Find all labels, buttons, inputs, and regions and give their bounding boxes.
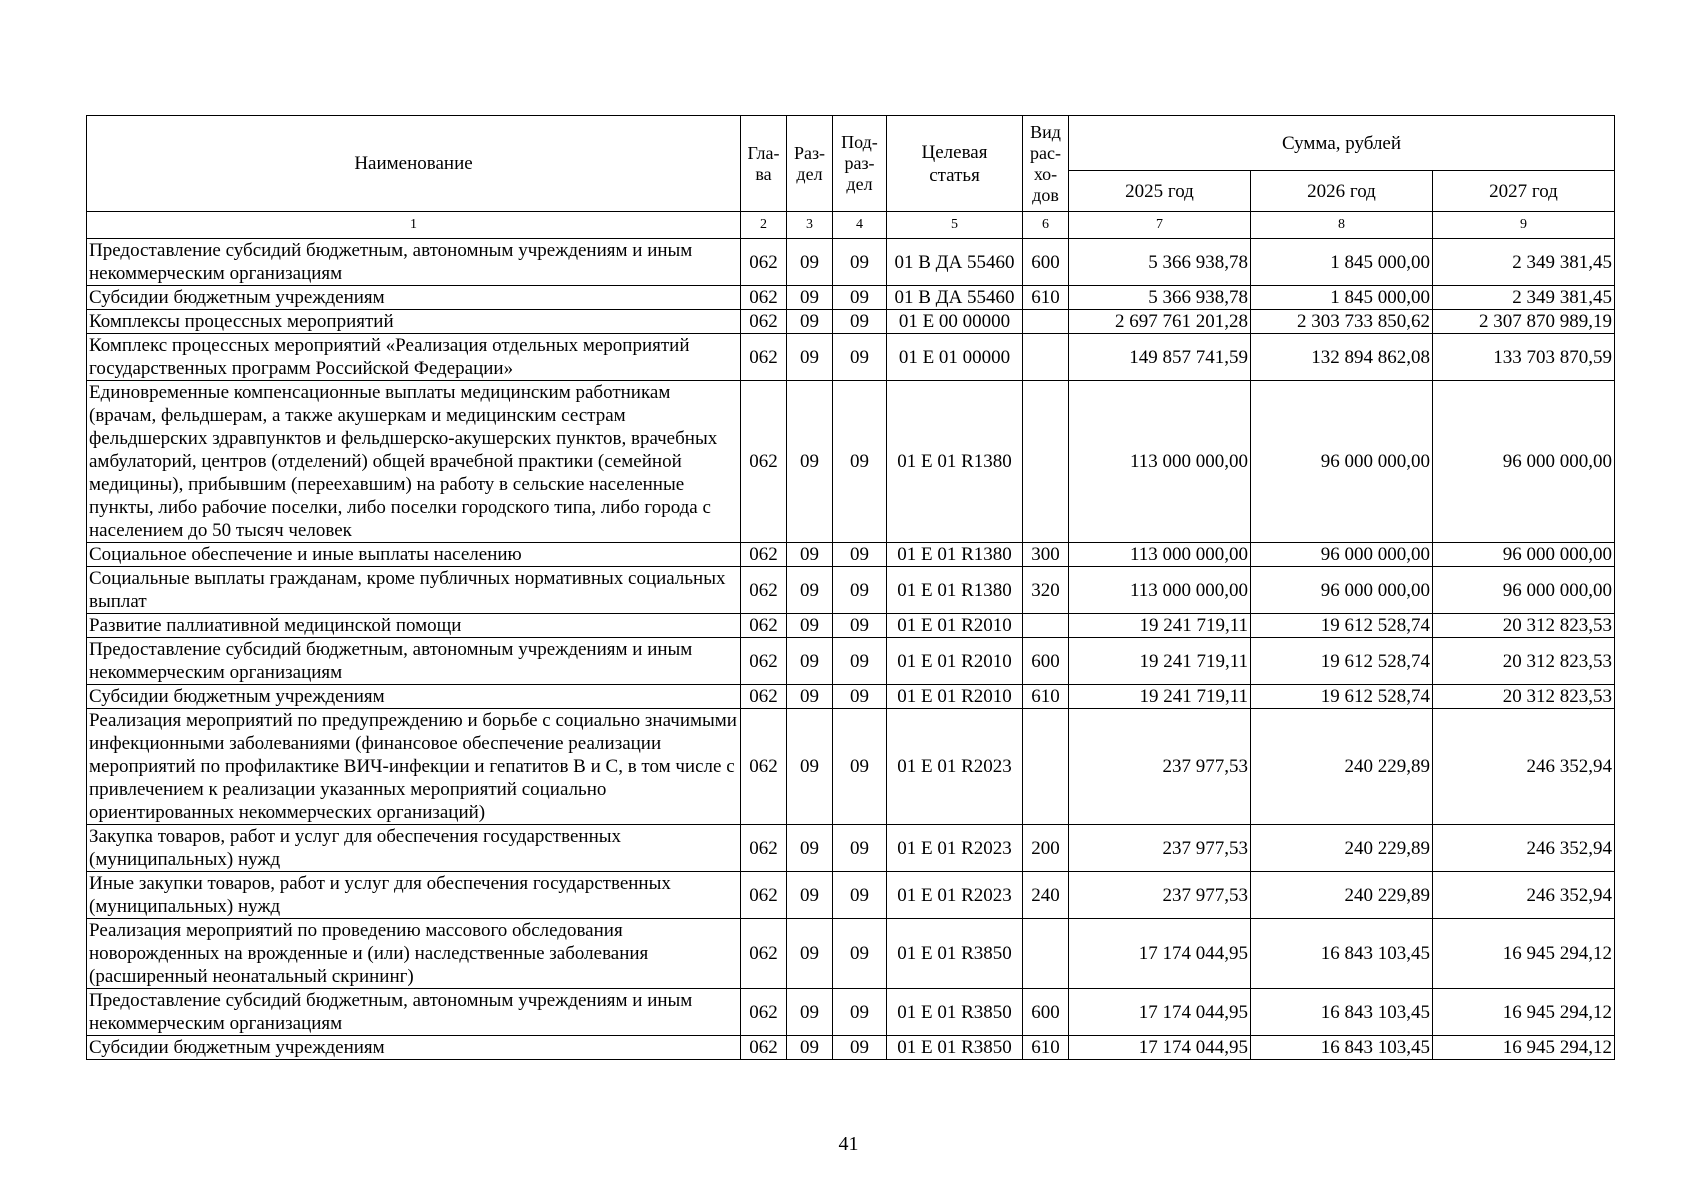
- row-sum-2026: 96 000 000,00: [1251, 543, 1433, 567]
- row-razdel: 09: [787, 1036, 833, 1060]
- row-sum-2027: 16 945 294,12: [1433, 919, 1615, 989]
- row-expense-type: 610: [1023, 685, 1069, 709]
- row-razdel: 09: [787, 614, 833, 638]
- row-sum-2027: 246 352,94: [1433, 872, 1615, 919]
- page-number: 41: [838, 1133, 859, 1155]
- row-razdel: 09: [787, 543, 833, 567]
- row-glava: 062: [741, 989, 787, 1036]
- row-sum-2026: 132 894 862,08: [1251, 334, 1433, 381]
- row-sum-2025: 5 366 938,78: [1069, 239, 1251, 286]
- row-target-article: 01 Е 01 R2023: [887, 709, 1023, 825]
- row-glava: 062: [741, 543, 787, 567]
- row-sum-2025: 113 000 000,00: [1069, 381, 1251, 543]
- row-name: Развитие паллиативной медицинской помощи: [87, 614, 741, 638]
- row-razdel: 09: [787, 872, 833, 919]
- row-glava: 062: [741, 286, 787, 310]
- row-target-article: 01 Е 01 R1380: [887, 381, 1023, 543]
- row-glava: 062: [741, 381, 787, 543]
- row-sum-2025: 149 857 741,59: [1069, 334, 1251, 381]
- row-sum-2027: 16 945 294,12: [1433, 989, 1615, 1036]
- row-sum-2026: 96 000 000,00: [1251, 381, 1433, 543]
- row-name: Субсидии бюджетным учреждениям: [87, 286, 741, 310]
- row-sum-2027: 133 703 870,59: [1433, 334, 1615, 381]
- row-sum-2027: 20 312 823,53: [1433, 638, 1615, 685]
- row-sum-2027: 2 349 381,45: [1433, 239, 1615, 286]
- row-expense-type: [1023, 709, 1069, 825]
- row-name: Комплексы процессных мероприятий: [87, 310, 741, 334]
- column-number: 1: [87, 212, 741, 239]
- table-row: [87, 543, 1615, 567]
- row-name: Предоставление субсидий бюджетным, автономным учреждениям и иным некоммерческим организациям: [87, 638, 741, 685]
- row-glava: 062: [741, 638, 787, 685]
- table-row: [87, 567, 1615, 614]
- table-row: [87, 638, 1615, 685]
- row-podrazdel: 09: [833, 685, 887, 709]
- row-sum-2027: 20 312 823,53: [1433, 614, 1615, 638]
- row-name: Реализация мероприятий по предупреждению и борьбе с социально значимыми инфекционными заболеваниями (финансовое обеспечение реализации мероприятий по профилактике ВИЧ-инфекции и гепатитов В и С, в том числе с привлечением к реализации указанных мероприятий социально ориентированных некоммерческих организаций): [87, 709, 741, 825]
- row-razdel: 09: [787, 334, 833, 381]
- row-target-article: 01 В ДА 55460: [887, 239, 1023, 286]
- column-number: 5: [887, 212, 1023, 239]
- row-podrazdel: 09: [833, 1036, 887, 1060]
- header-year-2025: 2025 год: [1069, 171, 1251, 212]
- row-sum-2025: 2 697 761 201,28: [1069, 310, 1251, 334]
- row-expense-type: [1023, 381, 1069, 543]
- row-podrazdel: 09: [833, 638, 887, 685]
- row-razdel: 09: [787, 286, 833, 310]
- row-sum-2025: 19 241 719,11: [1069, 685, 1251, 709]
- table-row: [87, 614, 1615, 638]
- row-sum-2025: 17 174 044,95: [1069, 1036, 1251, 1060]
- row-sum-2025: 17 174 044,95: [1069, 919, 1251, 989]
- header-celevaya: Целевая статья: [887, 116, 1023, 212]
- row-sum-2027: 246 352,94: [1433, 709, 1615, 825]
- row-podrazdel: 09: [833, 872, 887, 919]
- header-podrazdel: Под- раз- дел: [833, 116, 887, 212]
- header-sum: Сумма, рублей: [1069, 116, 1615, 171]
- table-row: [87, 310, 1615, 334]
- table-row: [87, 381, 1615, 543]
- column-number: 2: [741, 212, 787, 239]
- row-name: Комплекс процессных мероприятий «Реализация отдельных мероприятий государственных программ Российской Федерации»: [87, 334, 741, 381]
- row-target-article: 01 Е 01 R2010: [887, 614, 1023, 638]
- table-row: [87, 286, 1615, 310]
- row-razdel: 09: [787, 239, 833, 286]
- row-name: Иные закупки товаров, работ и услуг для обеспечения государственных (муниципальных) нужд: [87, 872, 741, 919]
- row-sum-2027: 96 000 000,00: [1433, 543, 1615, 567]
- row-sum-2027: 96 000 000,00: [1433, 567, 1615, 614]
- header-razdel: Раз- дел: [787, 116, 833, 212]
- row-glava: 062: [741, 709, 787, 825]
- row-name: Социальные выплаты гражданам, кроме публичных нормативных социальных выплат: [87, 567, 741, 614]
- row-glava: 062: [741, 825, 787, 872]
- column-number: 3: [787, 212, 833, 239]
- row-razdel: 09: [787, 685, 833, 709]
- row-sum-2025: 113 000 000,00: [1069, 567, 1251, 614]
- row-expense-type: 610: [1023, 286, 1069, 310]
- row-name: Субсидии бюджетным учреждениям: [87, 1036, 741, 1060]
- row-razdel: 09: [787, 310, 833, 334]
- row-sum-2026: 240 229,89: [1251, 825, 1433, 872]
- row-glava: 062: [741, 919, 787, 989]
- table-row: [87, 1036, 1615, 1060]
- row-podrazdel: 09: [833, 381, 887, 543]
- row-razdel: 09: [787, 989, 833, 1036]
- row-sum-2027: 96 000 000,00: [1433, 381, 1615, 543]
- header-name: Наименование: [87, 116, 741, 212]
- column-number-row: [87, 212, 1615, 239]
- row-razdel: 09: [787, 919, 833, 989]
- header-year-2026: 2026 год: [1251, 171, 1433, 212]
- row-target-article: 01 Е 01 R3850: [887, 919, 1023, 989]
- row-sum-2025: 17 174 044,95: [1069, 989, 1251, 1036]
- row-sum-2027: 246 352,94: [1433, 825, 1615, 872]
- row-podrazdel: 09: [833, 310, 887, 334]
- row-sum-2026: 16 843 103,45: [1251, 919, 1433, 989]
- row-razdel: 09: [787, 709, 833, 825]
- row-sum-2025: 237 977,53: [1069, 709, 1251, 825]
- row-sum-2025: 237 977,53: [1069, 825, 1251, 872]
- row-sum-2026: 19 612 528,74: [1251, 638, 1433, 685]
- row-sum-2025: 113 000 000,00: [1069, 543, 1251, 567]
- row-sum-2025: 237 977,53: [1069, 872, 1251, 919]
- row-sum-2025: 19 241 719,11: [1069, 638, 1251, 685]
- row-expense-type: [1023, 334, 1069, 381]
- row-sum-2026: 19 612 528,74: [1251, 685, 1433, 709]
- row-target-article: 01 Е 01 R1380: [887, 567, 1023, 614]
- row-sum-2026: 16 843 103,45: [1251, 1036, 1433, 1060]
- row-expense-type: 300: [1023, 543, 1069, 567]
- column-number: 4: [833, 212, 887, 239]
- row-sum-2026: 1 845 000,00: [1251, 286, 1433, 310]
- row-expense-type: 320: [1023, 567, 1069, 614]
- row-sum-2026: 2 303 733 850,62: [1251, 310, 1433, 334]
- table-body: [87, 239, 1615, 1060]
- row-glava: 062: [741, 1036, 787, 1060]
- row-podrazdel: 09: [833, 989, 887, 1036]
- row-glava: 062: [741, 614, 787, 638]
- row-glava: 062: [741, 685, 787, 709]
- row-sum-2026: 19 612 528,74: [1251, 614, 1433, 638]
- column-number: 8: [1251, 212, 1433, 239]
- table-row: [87, 919, 1615, 989]
- row-sum-2026: 16 843 103,45: [1251, 989, 1433, 1036]
- row-sum-2026: 240 229,89: [1251, 709, 1433, 825]
- row-sum-2027: 2 349 381,45: [1433, 286, 1615, 310]
- header-glava: Гла- ва: [741, 116, 787, 212]
- row-podrazdel: 09: [833, 543, 887, 567]
- row-target-article: 01 Е 01 R2010: [887, 685, 1023, 709]
- row-expense-type: 600: [1023, 989, 1069, 1036]
- row-sum-2025: 5 366 938,78: [1069, 286, 1251, 310]
- row-name: Социальное обеспечение и иные выплаты населению: [87, 543, 741, 567]
- row-expense-type: 600: [1023, 239, 1069, 286]
- row-name: Субсидии бюджетным учреждениям: [87, 685, 741, 709]
- row-glava: 062: [741, 334, 787, 381]
- row-podrazdel: 09: [833, 614, 887, 638]
- row-expense-type: 610: [1023, 1036, 1069, 1060]
- row-target-article: 01 Е 00 00000: [887, 310, 1023, 334]
- row-expense-type: [1023, 310, 1069, 334]
- table-row: [87, 825, 1615, 872]
- table-row: [87, 685, 1615, 709]
- row-sum-2025: 19 241 719,11: [1069, 614, 1251, 638]
- table-row: [87, 334, 1615, 381]
- row-target-article: 01 Е 01 R1380: [887, 543, 1023, 567]
- row-podrazdel: 09: [833, 825, 887, 872]
- row-name: Единовременные компенсационные выплаты медицинским работникам (врачам, фельдшерам, а также акушеркам и медицинским сестрам фельдшерских здравпунктов и фельдшерско-акушерских пунктов, врачебных амбулаторий, центров (отделений) общей врачебной практики (семейной медицины), прибывшим (переехавшим) на работу в сельские населенные пункты, либо рабочие поселки, либо поселки городского типа, либо города с населением до 50 тысяч человек: [87, 381, 741, 543]
- row-target-article: 01 В ДА 55460: [887, 286, 1023, 310]
- table-header: [87, 116, 1615, 239]
- table-row: [87, 709, 1615, 825]
- row-razdel: 09: [787, 825, 833, 872]
- column-number: 7: [1069, 212, 1251, 239]
- row-sum-2027: 2 307 870 989,19: [1433, 310, 1615, 334]
- row-name: Закупка товаров, работ и услуг для обеспечения государственных (муниципальных) нужд: [87, 825, 741, 872]
- row-sum-2027: 16 945 294,12: [1433, 1036, 1615, 1060]
- row-podrazdel: 09: [833, 919, 887, 989]
- row-name: Реализация мероприятий по проведению массового обследования новорожденных на врожденные и (или) наследственные заболевания (расширенный неонатальный скрининг): [87, 919, 741, 989]
- row-name: Предоставление субсидий бюджетным, автономным учреждениям и иным некоммерческим организациям: [87, 989, 741, 1036]
- column-number: 6: [1023, 212, 1069, 239]
- row-glava: 062: [741, 567, 787, 614]
- row-sum-2026: 96 000 000,00: [1251, 567, 1433, 614]
- row-podrazdel: 09: [833, 286, 887, 310]
- row-target-article: 01 Е 01 R2023: [887, 825, 1023, 872]
- row-target-article: 01 Е 01 R2010: [887, 638, 1023, 685]
- row-expense-type: 200: [1023, 825, 1069, 872]
- table-row: [87, 872, 1615, 919]
- row-razdel: 09: [787, 567, 833, 614]
- row-sum-2026: 1 845 000,00: [1251, 239, 1433, 286]
- row-expense-type: [1023, 614, 1069, 638]
- row-expense-type: [1023, 919, 1069, 989]
- row-podrazdel: 09: [833, 239, 887, 286]
- row-expense-type: 240: [1023, 872, 1069, 919]
- row-glava: 062: [741, 872, 787, 919]
- row-glava: 062: [741, 239, 787, 286]
- row-target-article: 01 Е 01 00000: [887, 334, 1023, 381]
- row-podrazdel: 09: [833, 567, 887, 614]
- column-number: 9: [1433, 212, 1615, 239]
- row-sum-2026: 240 229,89: [1251, 872, 1433, 919]
- budget-table: [86, 115, 1615, 1060]
- header-year-2027: 2027 год: [1433, 171, 1615, 212]
- row-razdel: 09: [787, 638, 833, 685]
- row-sum-2027: 20 312 823,53: [1433, 685, 1615, 709]
- row-target-article: 01 Е 01 R3850: [887, 989, 1023, 1036]
- row-glava: 062: [741, 310, 787, 334]
- row-target-article: 01 Е 01 R3850: [887, 1036, 1023, 1060]
- row-razdel: 09: [787, 381, 833, 543]
- table-row: [87, 239, 1615, 286]
- header-vid: Вид рас- хо- дов: [1023, 116, 1069, 212]
- row-target-article: 01 Е 01 R2023: [887, 872, 1023, 919]
- table-row: [87, 989, 1615, 1036]
- row-podrazdel: 09: [833, 334, 887, 381]
- row-podrazdel: 09: [833, 709, 887, 825]
- row-name: Предоставление субсидий бюджетным, автономным учреждениям и иным некоммерческим организациям: [87, 239, 741, 286]
- row-expense-type: 600: [1023, 638, 1069, 685]
